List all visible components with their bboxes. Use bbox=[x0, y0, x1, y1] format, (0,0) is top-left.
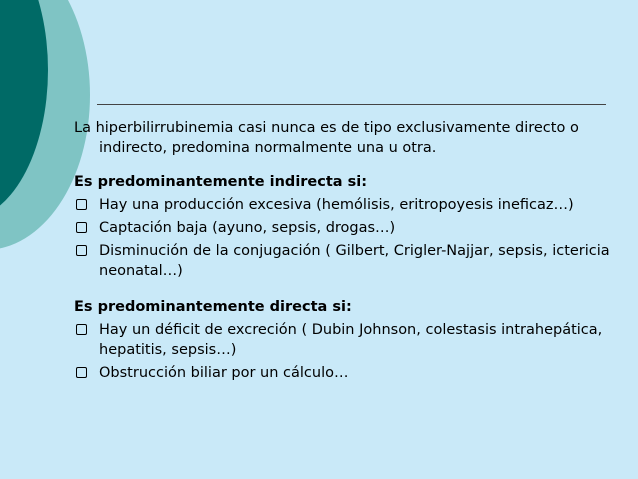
list-item bbox=[74, 195, 619, 215]
list-item bbox=[74, 241, 619, 281]
slide-body bbox=[74, 118, 619, 383]
intro-paragraph: La hiperbilirrubinemia casi nunca es de tipo exclusivamente directo o indirecto, predomina normalmente una u otra. bbox=[74, 120, 579, 156]
list-item-text: Hay un déficit de excreción ( Dubin Johnson, colestasis intrahepática, hepatitis, sepsis…) bbox=[99, 322, 603, 358]
list-item-text: Obstrucción biliar por un cálculo… bbox=[99, 365, 349, 381]
list-item-text: Disminución de la conjugación ( Gilbert, Crigler-Najjar, sepsis, ictericia neonatal…) bbox=[99, 243, 610, 279]
list-item bbox=[74, 320, 619, 360]
hollow-square-icon bbox=[76, 222, 87, 233]
direct-heading: Es predominantemente directa si: bbox=[74, 299, 352, 315]
list-item-text: Captación baja (ayuno, sepsis, drogas…) bbox=[99, 220, 396, 236]
list-item-text: Hay una producción excesiva (hemólisis, eritropoyesis ineficaz…) bbox=[99, 197, 574, 213]
list-item bbox=[74, 363, 619, 383]
hollow-square-icon bbox=[76, 324, 87, 335]
hollow-square-icon bbox=[76, 367, 87, 378]
title-divider-line bbox=[97, 104, 606, 105]
list-item bbox=[74, 218, 619, 238]
hollow-square-icon bbox=[76, 199, 87, 210]
indirect-heading: Es predominantemente indirecta si: bbox=[74, 174, 368, 190]
hollow-square-icon bbox=[76, 245, 87, 256]
section-gap bbox=[74, 281, 619, 297]
